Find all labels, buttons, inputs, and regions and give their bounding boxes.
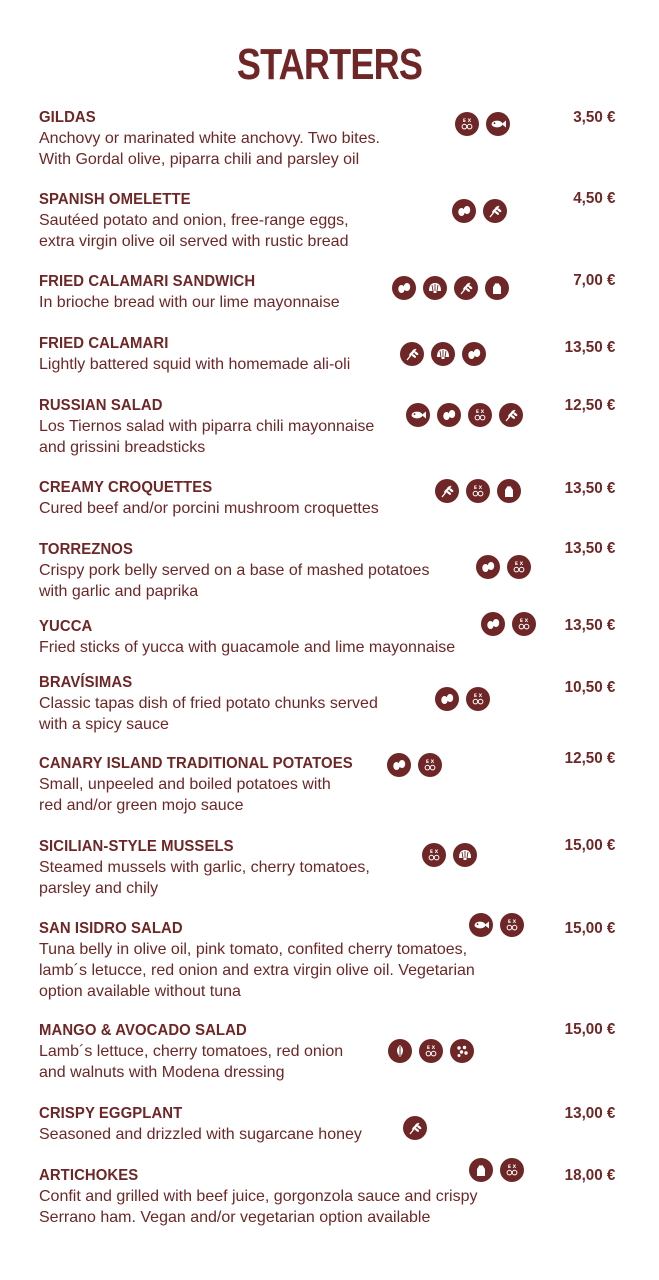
fish-icon xyxy=(469,913,493,937)
menu-item xyxy=(39,540,629,602)
item-name: SAN ISIDRO SALAD xyxy=(39,920,183,937)
item-description: Crispy pork belly served on a base of mashed potatoes with garlic and paprika xyxy=(39,562,430,600)
item-price: 10,50 € xyxy=(564,679,615,696)
menu-item xyxy=(39,334,629,375)
allergen-icons xyxy=(452,199,507,223)
egg-icon xyxy=(437,403,461,427)
allergen-icons xyxy=(435,687,490,711)
allergen-icons xyxy=(455,112,510,136)
egg-icon xyxy=(387,753,411,777)
milk-icon xyxy=(485,276,509,300)
menu-item xyxy=(39,108,629,170)
svg-text:E X: E X xyxy=(507,1165,517,1171)
item-description: In brioche bread with our lime mayonnaise xyxy=(39,294,340,311)
item-description: Los Tiernos salad with piparra chili mayonnaise and grissini breadsticks xyxy=(39,418,375,456)
item-price: 13,00 € xyxy=(564,1105,615,1122)
allergen-icons xyxy=(392,276,509,300)
item-name: TORREZNOS xyxy=(39,541,133,558)
gluten-icon xyxy=(400,342,424,366)
item-description: Confit and grilled with beef juice, gorgonzola sauce and crispy Serrano ham. Vegan and/or vegetarian option available xyxy=(39,1188,478,1226)
allergen-icons xyxy=(388,1039,474,1063)
item-description: Sautéed potato and onion, free-range eggs, extra virgin olive oil served with rustic bread xyxy=(39,212,349,250)
item-price: 12,50 € xyxy=(564,750,615,767)
nuts-icon xyxy=(388,1039,412,1063)
sulphites-icon xyxy=(468,403,492,427)
allergen-icons xyxy=(406,403,523,427)
item-description: Cured beef and/or porcini mushroom croquettes xyxy=(39,500,379,517)
item-description: Small, unpeeled and boiled potatoes with red and/or green mojo sauce xyxy=(39,776,331,814)
item-price: 3,50 € xyxy=(572,109,615,126)
item-name: SPANISH OMELETTE xyxy=(39,191,191,208)
item-price: 12,50 € xyxy=(564,397,615,414)
page-title: STARTERS xyxy=(236,40,423,89)
allergen-icons xyxy=(469,1158,524,1182)
mollusc-icon xyxy=(453,843,477,867)
mustard-icon xyxy=(450,1039,474,1063)
sulphites-icon xyxy=(507,555,531,579)
allergen-icons xyxy=(481,612,536,636)
svg-text:E X: E X xyxy=(425,760,435,766)
item-price: 13,50 € xyxy=(564,339,615,356)
svg-text:E X: E X xyxy=(519,619,529,625)
gluten-icon xyxy=(435,479,459,503)
item-description: Fried sticks of yucca with guacamole and lime mayonnaise xyxy=(39,639,456,656)
menu-item xyxy=(39,837,629,899)
item-price: 15,00 € xyxy=(564,837,615,854)
fish-icon xyxy=(486,112,510,136)
gluten-icon xyxy=(483,199,507,223)
item-description: Steamed mussels with garlic, cherry tomatoes, parsley and chily xyxy=(39,859,370,897)
menu-item xyxy=(39,1104,629,1145)
item-name: CREAMY CROQUETTES xyxy=(39,479,213,496)
svg-text:E X: E X xyxy=(462,119,472,125)
egg-icon xyxy=(435,687,459,711)
item-description: Tuna belly in olive oil, pink tomato, confited cherry tomatoes, lamb´s letucce, red onion and extra virgin olive oil. Vegetarian option available without tuna xyxy=(39,941,475,1000)
menu-item xyxy=(39,617,629,658)
egg-icon xyxy=(462,342,486,366)
allergen-icons xyxy=(469,913,524,937)
fish-icon xyxy=(406,403,430,427)
menu-item xyxy=(39,272,629,313)
sulphites-icon xyxy=(418,753,442,777)
gluten-icon xyxy=(499,403,523,427)
menu-item xyxy=(39,478,629,519)
svg-text:E X: E X xyxy=(426,1046,436,1052)
item-name: ARTICHOKES xyxy=(39,1167,139,1184)
item-name: BRAVÍSIMAS xyxy=(39,674,133,691)
menu-item xyxy=(39,1166,629,1228)
item-description: Lightly battered squid with homemade ali-oli xyxy=(39,356,351,373)
item-name: FRIED CALAMARI SANDWICH xyxy=(39,273,256,290)
mollusc-icon xyxy=(423,276,447,300)
svg-text:E X: E X xyxy=(507,920,517,926)
svg-text:E X: E X xyxy=(473,486,483,492)
item-price: 15,00 € xyxy=(564,1021,615,1038)
allergen-icons xyxy=(403,1116,427,1140)
gluten-icon xyxy=(403,1116,427,1140)
sulphites-icon xyxy=(419,1039,443,1063)
item-name: MANGO & AVOCADO SALAD xyxy=(39,1022,247,1039)
item-description: Anchovy or marinated white anchovy. Two bites. With Gordal olive, piparra chili and parsley oil xyxy=(39,130,380,168)
sulphites-icon xyxy=(422,843,446,867)
sulphites-icon xyxy=(466,479,490,503)
menu-item xyxy=(39,673,629,735)
allergen-icons xyxy=(400,342,486,366)
item-price: 13,50 € xyxy=(564,617,615,634)
item-name: CANARY ISLAND TRADITIONAL POTATOES xyxy=(39,755,353,772)
allergen-icons xyxy=(476,555,531,579)
sulphites-icon xyxy=(512,612,536,636)
item-price: 13,50 € xyxy=(564,480,615,497)
item-description: Lamb´s lettuce, cherry tomatoes, red onion and walnuts with Modena dressing xyxy=(39,1043,344,1081)
gluten-icon xyxy=(454,276,478,300)
item-name: YUCCA xyxy=(39,618,93,635)
sulphites-icon xyxy=(455,112,479,136)
mollusc-icon xyxy=(431,342,455,366)
svg-text:E X: E X xyxy=(514,562,524,568)
milk-icon xyxy=(469,1158,493,1182)
sulphites-icon xyxy=(466,687,490,711)
item-name: RUSSIAN SALAD xyxy=(39,397,163,414)
egg-icon xyxy=(476,555,500,579)
item-price: 15,00 € xyxy=(564,920,615,937)
menu-item xyxy=(39,754,629,816)
svg-text:E X: E X xyxy=(429,850,439,856)
milk-icon xyxy=(497,479,521,503)
svg-text:E X: E X xyxy=(475,410,485,416)
sulphites-icon xyxy=(500,913,524,937)
egg-icon xyxy=(392,276,416,300)
item-price: 7,00 € xyxy=(572,272,615,289)
egg-icon xyxy=(452,199,476,223)
menu-item xyxy=(39,919,629,1002)
item-name: CRISPY EGGPLANT xyxy=(39,1105,183,1122)
svg-text:E X: E X xyxy=(473,694,483,700)
item-price: 18,00 € xyxy=(564,1167,615,1184)
item-name: FRIED CALAMARI xyxy=(39,335,169,352)
egg-icon xyxy=(481,612,505,636)
item-price: 13,50 € xyxy=(564,540,615,557)
menu-item xyxy=(39,396,629,458)
menu-item xyxy=(39,1021,629,1083)
allergen-icons xyxy=(422,843,477,867)
item-price: 4,50 € xyxy=(572,190,615,207)
item-description: Seasoned and drizzled with sugarcane honey xyxy=(39,1126,362,1143)
item-name: GILDAS xyxy=(39,109,96,126)
item-description: Classic tapas dish of fried potato chunks served with a spicy sauce xyxy=(39,695,378,733)
allergen-icons xyxy=(387,753,442,777)
sulphites-icon xyxy=(500,1158,524,1182)
allergen-icons xyxy=(435,479,521,503)
menu-item xyxy=(39,190,629,252)
item-name: SICILIAN-STYLE MUSSELS xyxy=(39,838,234,855)
